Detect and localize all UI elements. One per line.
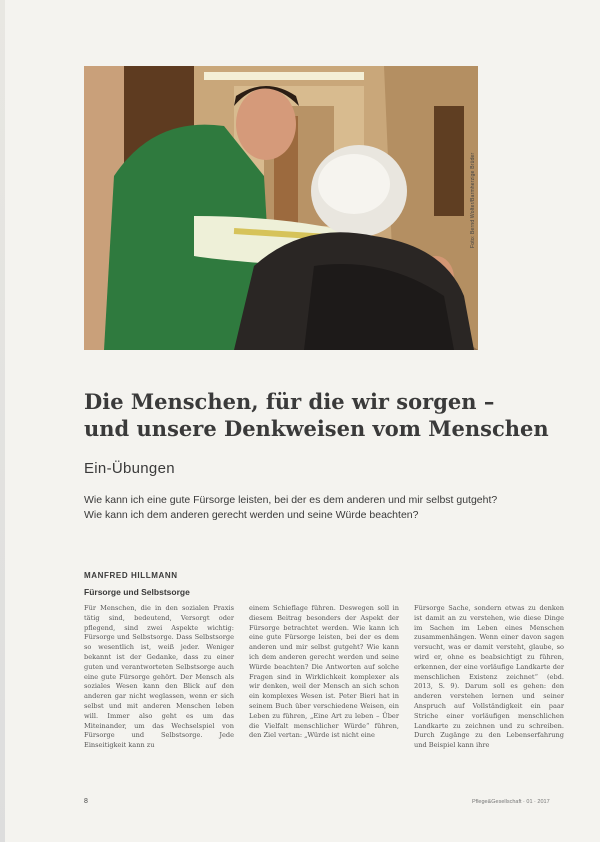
journal-name: Pflege&Gesellschaft · 01 · 2017 — [472, 799, 550, 805]
headline-line-2: und unsere Denkweisen vom Menschen — [84, 416, 549, 441]
headline-line-1: Die Menschen, für die wir sorgen – — [84, 389, 495, 414]
author-name: MANFRED HILLMANN — [84, 571, 178, 580]
body-column-3: Fürsorge Sache, sondern etwas zu denken ist damit an zu verstehen, wie diese Dinge im Sachen im Leben eines Menschen zusammenhängen. Wenn einer davon sagen versucht, was er damit versteht, glaube, so wird er, ohne es beabsichtigt zu führen, erkennen, der eine vorläufige Landkarte der menschlichen Existenz zeichnet“ (ebd. 2013, S. 9). Darum soll es gehen: den anderen verstehen lernen und seiner Anspruch auf Vollständigkeit ein paar Striche einer vorläufigen menschlichen Landkarte zu zeichnen und zu schreiben. Durch Zugänge zu den Lebenserfahrung und Beispiel kann ihre — [414, 604, 564, 750]
article-photo — [84, 66, 478, 350]
section-heading: Fürsorge und Selbstsorge — [84, 587, 190, 597]
page-number: 8 — [84, 798, 88, 805]
body-column-2: einem Schieflage führen. Deswegen soll in diesem Beitrag besonders der Aspekt der Fürsorge betrachtet werden. Wie kann ich eine gute Fürsorge leisten, bei der es dem anderen und mir selbst gutgeht? Wie kann ich dem anderen gerecht werden und seine Würde beachten? Die Antworten auf solche Fragen sind in Wirklichkeit komplexer als wir denken, weil der Mensch an sich schon ein komplexes Wesen ist. Peter Bieri hat in seinem Buch über verschiedene Weisen, ein Leben zu führen, „Eine Art zu leben – Über die Vielfalt menschlicher Würde“ führen, den Ziel vertan: „Würde ist nicht eine — [249, 604, 399, 740]
article-intro: Wie kann ich eine gute Fürsorge leisten, bei der es dem anderen und mir selbst gutgeht? Wie kann ich dem anderen gerecht werden und seine Würde beachten? — [84, 494, 498, 521]
photo-illustration — [84, 66, 478, 350]
article-headline — [84, 388, 554, 442]
article-subhead: Ein-Übungen — [84, 460, 175, 477]
body-column-1: Für Menschen, die in den sozialen Praxis tätig sind, bedeutend, Versorgt oder pflegend, sind zwei Aspekte wichtig: Fürsorge und Selbstsorge. Dass Selbstsorge so wesentlich ist, weiß jeder. Weniger bekannt ist der Gedanke, dass zu einer guten und verantworteten Selbstsorge auch eine gute Fürsorge gehört. Der Mensch als soziales Wesen kann den Blick auf den anderen gar nicht weglassen, wenn er sich selbst und mit anderen Menschen leben will. Immer also geht es um das Miteinander, um das Wechselspiel von Fürsorge und Selbstsorge. Jede Einseitigkeit kann zu — [84, 604, 234, 750]
photo-credit: Foto: Bernd Wolter/Barmherzige Brüder — [470, 152, 476, 248]
scan-edge — [0, 0, 5, 842]
